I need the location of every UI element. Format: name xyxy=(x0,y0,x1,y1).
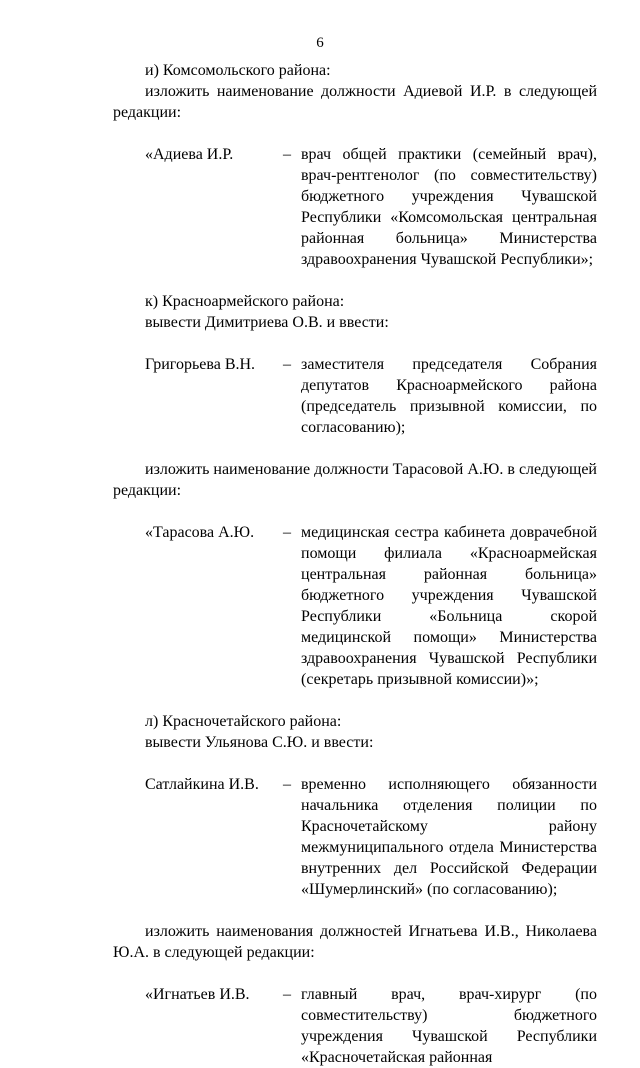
entry-name: «Игнатьев И.В. xyxy=(145,986,250,1003)
spacer xyxy=(113,963,597,984)
instruction-dimitriev: вывести Димитриева О.В. и ввести: xyxy=(145,314,389,331)
entry-name: «Тарасова А.Ю. xyxy=(145,524,255,541)
instruction-ulyanov: вывести Ульянова С.Ю. и ввести: xyxy=(145,734,374,751)
entry-dash: – xyxy=(283,524,291,541)
instruction-adieva: изложить наименование должности Адиевой И.Р. в следующей редакции: xyxy=(113,83,597,121)
entry-ignatiev xyxy=(113,984,597,1068)
section-heading-krasnoarmeysky: к) Красноармейского района: xyxy=(145,293,345,310)
section-heading-krasnochetaysky: л) Красночетайского района: xyxy=(145,713,342,730)
entry-position: врач общей практики (семейный врач), врач-рентгенолог (по совместительству) бюджетного учреждения Чувашской Республики «Комсомольская центральная районная больница» Министерства здравоохранения Чувашской Республики»; xyxy=(301,146,597,268)
entry-position: временно исполняющего обязанности начальника отделения полиции по Красночетайскому району межмуниципального отдела Министерства внутренних дел Российской Федерации «Шумерлинский» (по согласованию); xyxy=(301,776,597,898)
entry-name: Сатлайкина И.В. xyxy=(145,776,259,793)
entry-position: заместителя председателя Собрания депутатов Красноармейского района (председатель призывной комиссии, по согласованию); xyxy=(301,356,597,436)
entry-name: Григорьева В.Н. xyxy=(145,356,256,373)
spacer xyxy=(113,690,597,711)
spacer xyxy=(113,123,597,144)
document-body xyxy=(113,60,597,1068)
section-heading-komsomolsky: и) Комсомольского района: xyxy=(145,62,331,79)
entry-adieva xyxy=(113,144,597,270)
instruction-ignatiev-nikolaev: изложить наименования должностей Игнатьева И.В., Николаева Ю.А. в следующей редакции: xyxy=(113,923,597,961)
entry-tarasova xyxy=(113,522,597,690)
entry-name: «Адиева И.Р. xyxy=(145,146,234,163)
entry-grigorieva xyxy=(113,354,597,438)
spacer xyxy=(113,753,597,774)
entry-dash: – xyxy=(283,356,291,373)
spacer xyxy=(113,900,597,921)
entry-position: главный врач, врач-хирург (по совместительству) бюджетного учреждения Чувашской Республики «Красночетайская районная xyxy=(301,986,597,1066)
spacer xyxy=(113,501,597,522)
entry-dash: – xyxy=(283,776,291,793)
page-number: 6 xyxy=(316,35,324,51)
spacer xyxy=(113,333,597,354)
spacer xyxy=(113,438,597,459)
entry-satlaykina xyxy=(113,774,597,900)
entry-dash: – xyxy=(283,986,291,1003)
entry-position: медицинская сестра кабинета доврачебной помощи филиала «Красноармейская центральная районная больница» бюджетного учреждения Чувашской Республики «Больница скорой медицинской помощи» Министерства здравоохранения Чувашской Республики (секретарь призывной комиссии)»; xyxy=(301,524,597,688)
entry-dash: – xyxy=(283,146,291,163)
spacer xyxy=(113,270,597,291)
instruction-tarasova: изложить наименование должности Тарасовой А.Ю. в следующей редакции: xyxy=(113,461,597,499)
